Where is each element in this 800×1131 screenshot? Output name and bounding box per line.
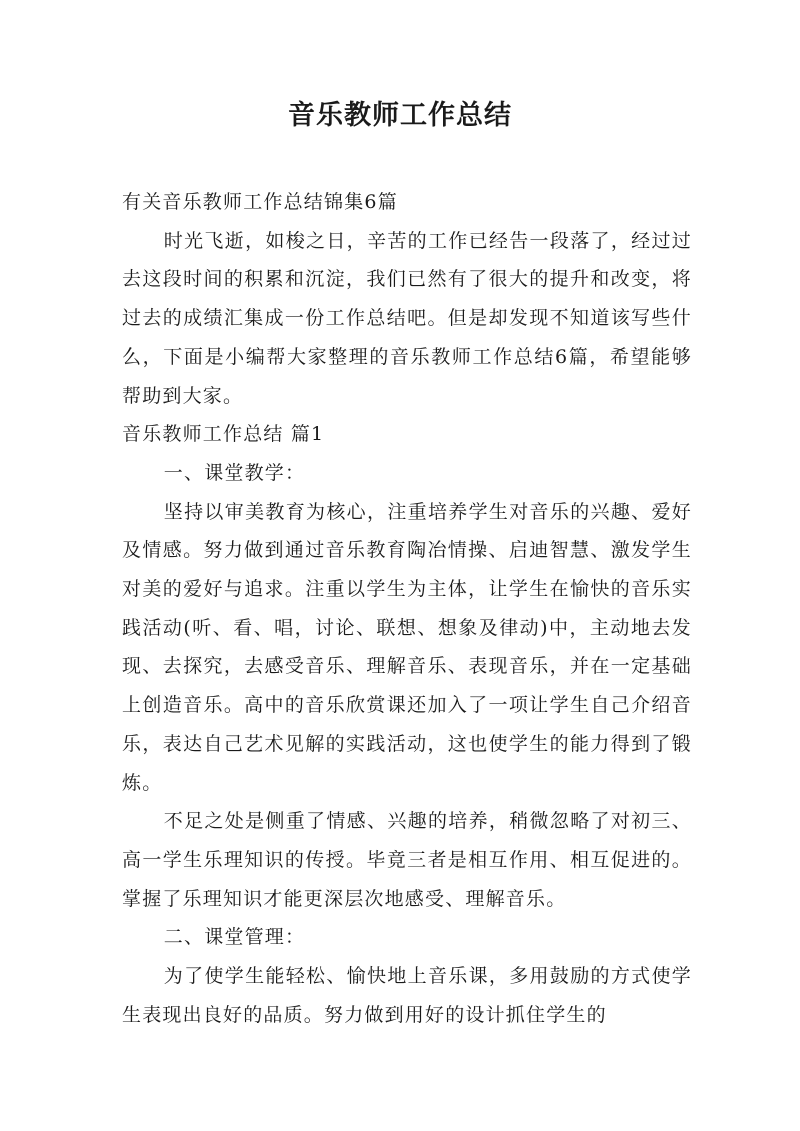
shortcoming-paragraph: 不足之处是侧重了情感、兴趣的培养，稍微忽略了对初三、高一学生乐理知识的传授。毕竟三者是相互作用、相互促进的。掌握了乐理知识才能更深层次地感受、理解音乐。 xyxy=(122,810,692,910)
document-title: 音乐教师工作总结 xyxy=(288,100,512,131)
document-body xyxy=(122,183,692,1034)
part-heading-teaching: 一、课堂教学： xyxy=(163,461,306,484)
section-heading: 音乐教师工作总结 篇1 xyxy=(122,423,325,446)
part-heading-management: 二、课堂管理： xyxy=(163,926,306,949)
document-subtitle: 有关音乐教师工作总结锦集6篇 xyxy=(122,191,398,213)
management-paragraph: 为了使学生能轻松、愉快地上音乐课，多用鼓励的方式使学生表现出良好的品质。努力做到用好的设计抓住学生的 xyxy=(122,965,692,1026)
intro-paragraph: 时光飞逝，如梭之日，辛苦的工作已经告一段落了，经过过去这段时间的积累和沉淀，我们已然有了很大的提升和改变，将过去的成绩汇集成一份工作总结吧。但是却发现不知道该写些什么，下面是小编帮大家整理的音乐教师工作总结6篇，希望能够帮助到大家。 xyxy=(122,229,692,407)
teaching-paragraph: 坚持以审美教育为核心，注重培养学生对音乐的兴趣、爱好及情感。努力做到通过音乐教育陶冶情操、启迪智慧、激发学生对美的爱好与追求。注重以学生为主体，让学生在愉快的音乐实践活动(听、看、唱，讨论、联想、想象及律动)中，主动地去发现、去探究，去感受音乐、理解音乐、表现音乐，并在一定基础上创造音乐。高中的音乐欣赏课还加入了一项让学生自己介绍音乐，表达自己艺术见解的实践活动，这也使学生的能力得到了锻炼。 xyxy=(122,500,692,794)
